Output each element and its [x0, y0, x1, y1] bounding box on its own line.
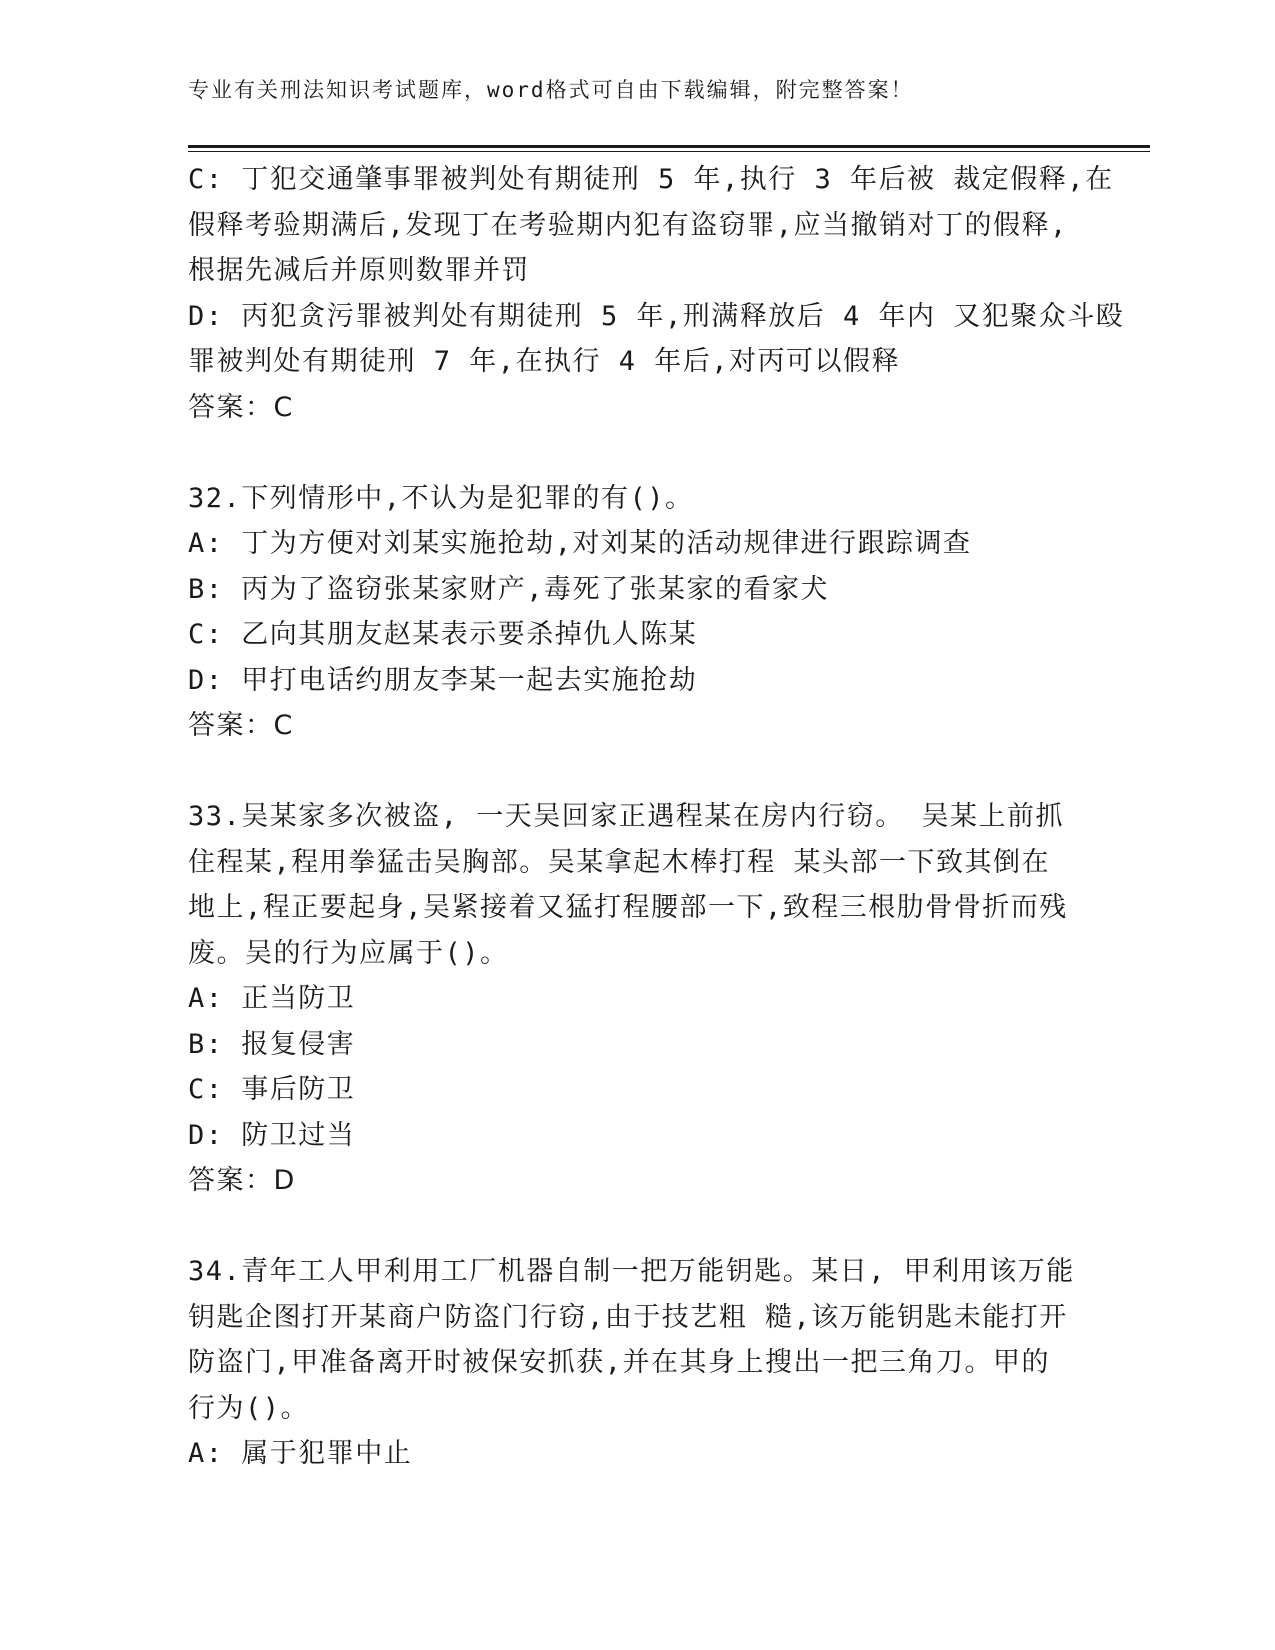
page-header: 专业有关刑法知识考试题库，word格式可自由下载编辑，附完整答案！ — [188, 78, 914, 102]
text-line: B: 报复侵害 — [188, 1028, 356, 1060]
blank-line — [188, 1204, 1088, 1250]
text-line: 地上,程正要起身,吴紧接着又猛打程腰部一下,致程三根肋骨骨折而残 — [188, 892, 1068, 923]
text-line: A: 属于犯罪中止 — [188, 1438, 413, 1469]
blank-line — [188, 430, 1088, 476]
text-line: 罪被判处有期徒刑 7 年,在执行 4 年后,对丙可以假释 — [188, 346, 901, 377]
document-body — [188, 157, 1125, 1477]
text-line: 防盗门,甲准备离开时被保安抓获,并在其身上搜出一把三角刀。甲的 — [188, 1347, 1051, 1378]
text-line: 假释考验期满后,发现丁在考验期内犯有盗窃罪,应当撤销对丁的假释, — [188, 209, 1068, 241]
text-line: C: 丁犯交通肇事罪被判处有期徒刑 5 年,执行 3 年后被 裁定假释,在 — [188, 164, 1114, 195]
text-line: 行为()。 — [188, 1392, 310, 1424]
text-line: D: 甲打电话约朋友李某一起去实施抢劫 — [188, 664, 698, 696]
text-line: C: 乙向其朋友赵某表示要杀掉仇人陈某 — [188, 619, 698, 650]
answer-line: 答案：C — [188, 391, 294, 423]
text-line: B: 丙为了盗窃张某家财产,毒死了张某家的看家犬 — [188, 573, 830, 605]
text-line: 废。吴的行为应属于()。 — [188, 937, 509, 969]
text-line: A: 丁为方便对刘某实施抢劫,对刘某的活动规律进行跟踪调查 — [188, 528, 972, 559]
text-line: D: 丙犯贪污罪被判处有期徒刑 5 年,刑满释放后 4 年内 又犯聚众斗殴 — [188, 300, 1125, 332]
text-line: 根据先减后并原则数罪并罚 — [188, 255, 530, 286]
text-line: 33.吴某家多次被盗, 一天吴回家正遇程某在房内行窃。 吴某上前抓 — [188, 801, 1065, 832]
answer-line: 答案：D — [188, 1165, 296, 1196]
answer-line: 答案：C — [188, 710, 294, 741]
text-line: 34.青年工人甲利用工厂机器自制一把万能钥匙。某日, 甲利用该万能 — [188, 1256, 1075, 1287]
header-divider-thin — [188, 151, 1150, 152]
blank-line — [188, 749, 1088, 795]
text-line: 32.下列情形中,不认为是犯罪的有()。 — [188, 482, 694, 514]
text-line: 钥匙企图打开某商户防盗门行窃,由于技艺粗 糙,该万能钥匙未能打开 — [188, 1301, 1068, 1333]
text-line: A: 正当防卫 — [188, 983, 356, 1014]
text-line: C: 事后防卫 — [188, 1074, 356, 1105]
header-divider-thick — [188, 145, 1150, 148]
text-line: D: 防卫过当 — [188, 1119, 356, 1151]
text-line: 住程某,程用拳猛击吴胸部。吴某拿起木棒打程 某头部一下致其倒在 — [188, 846, 1051, 878]
